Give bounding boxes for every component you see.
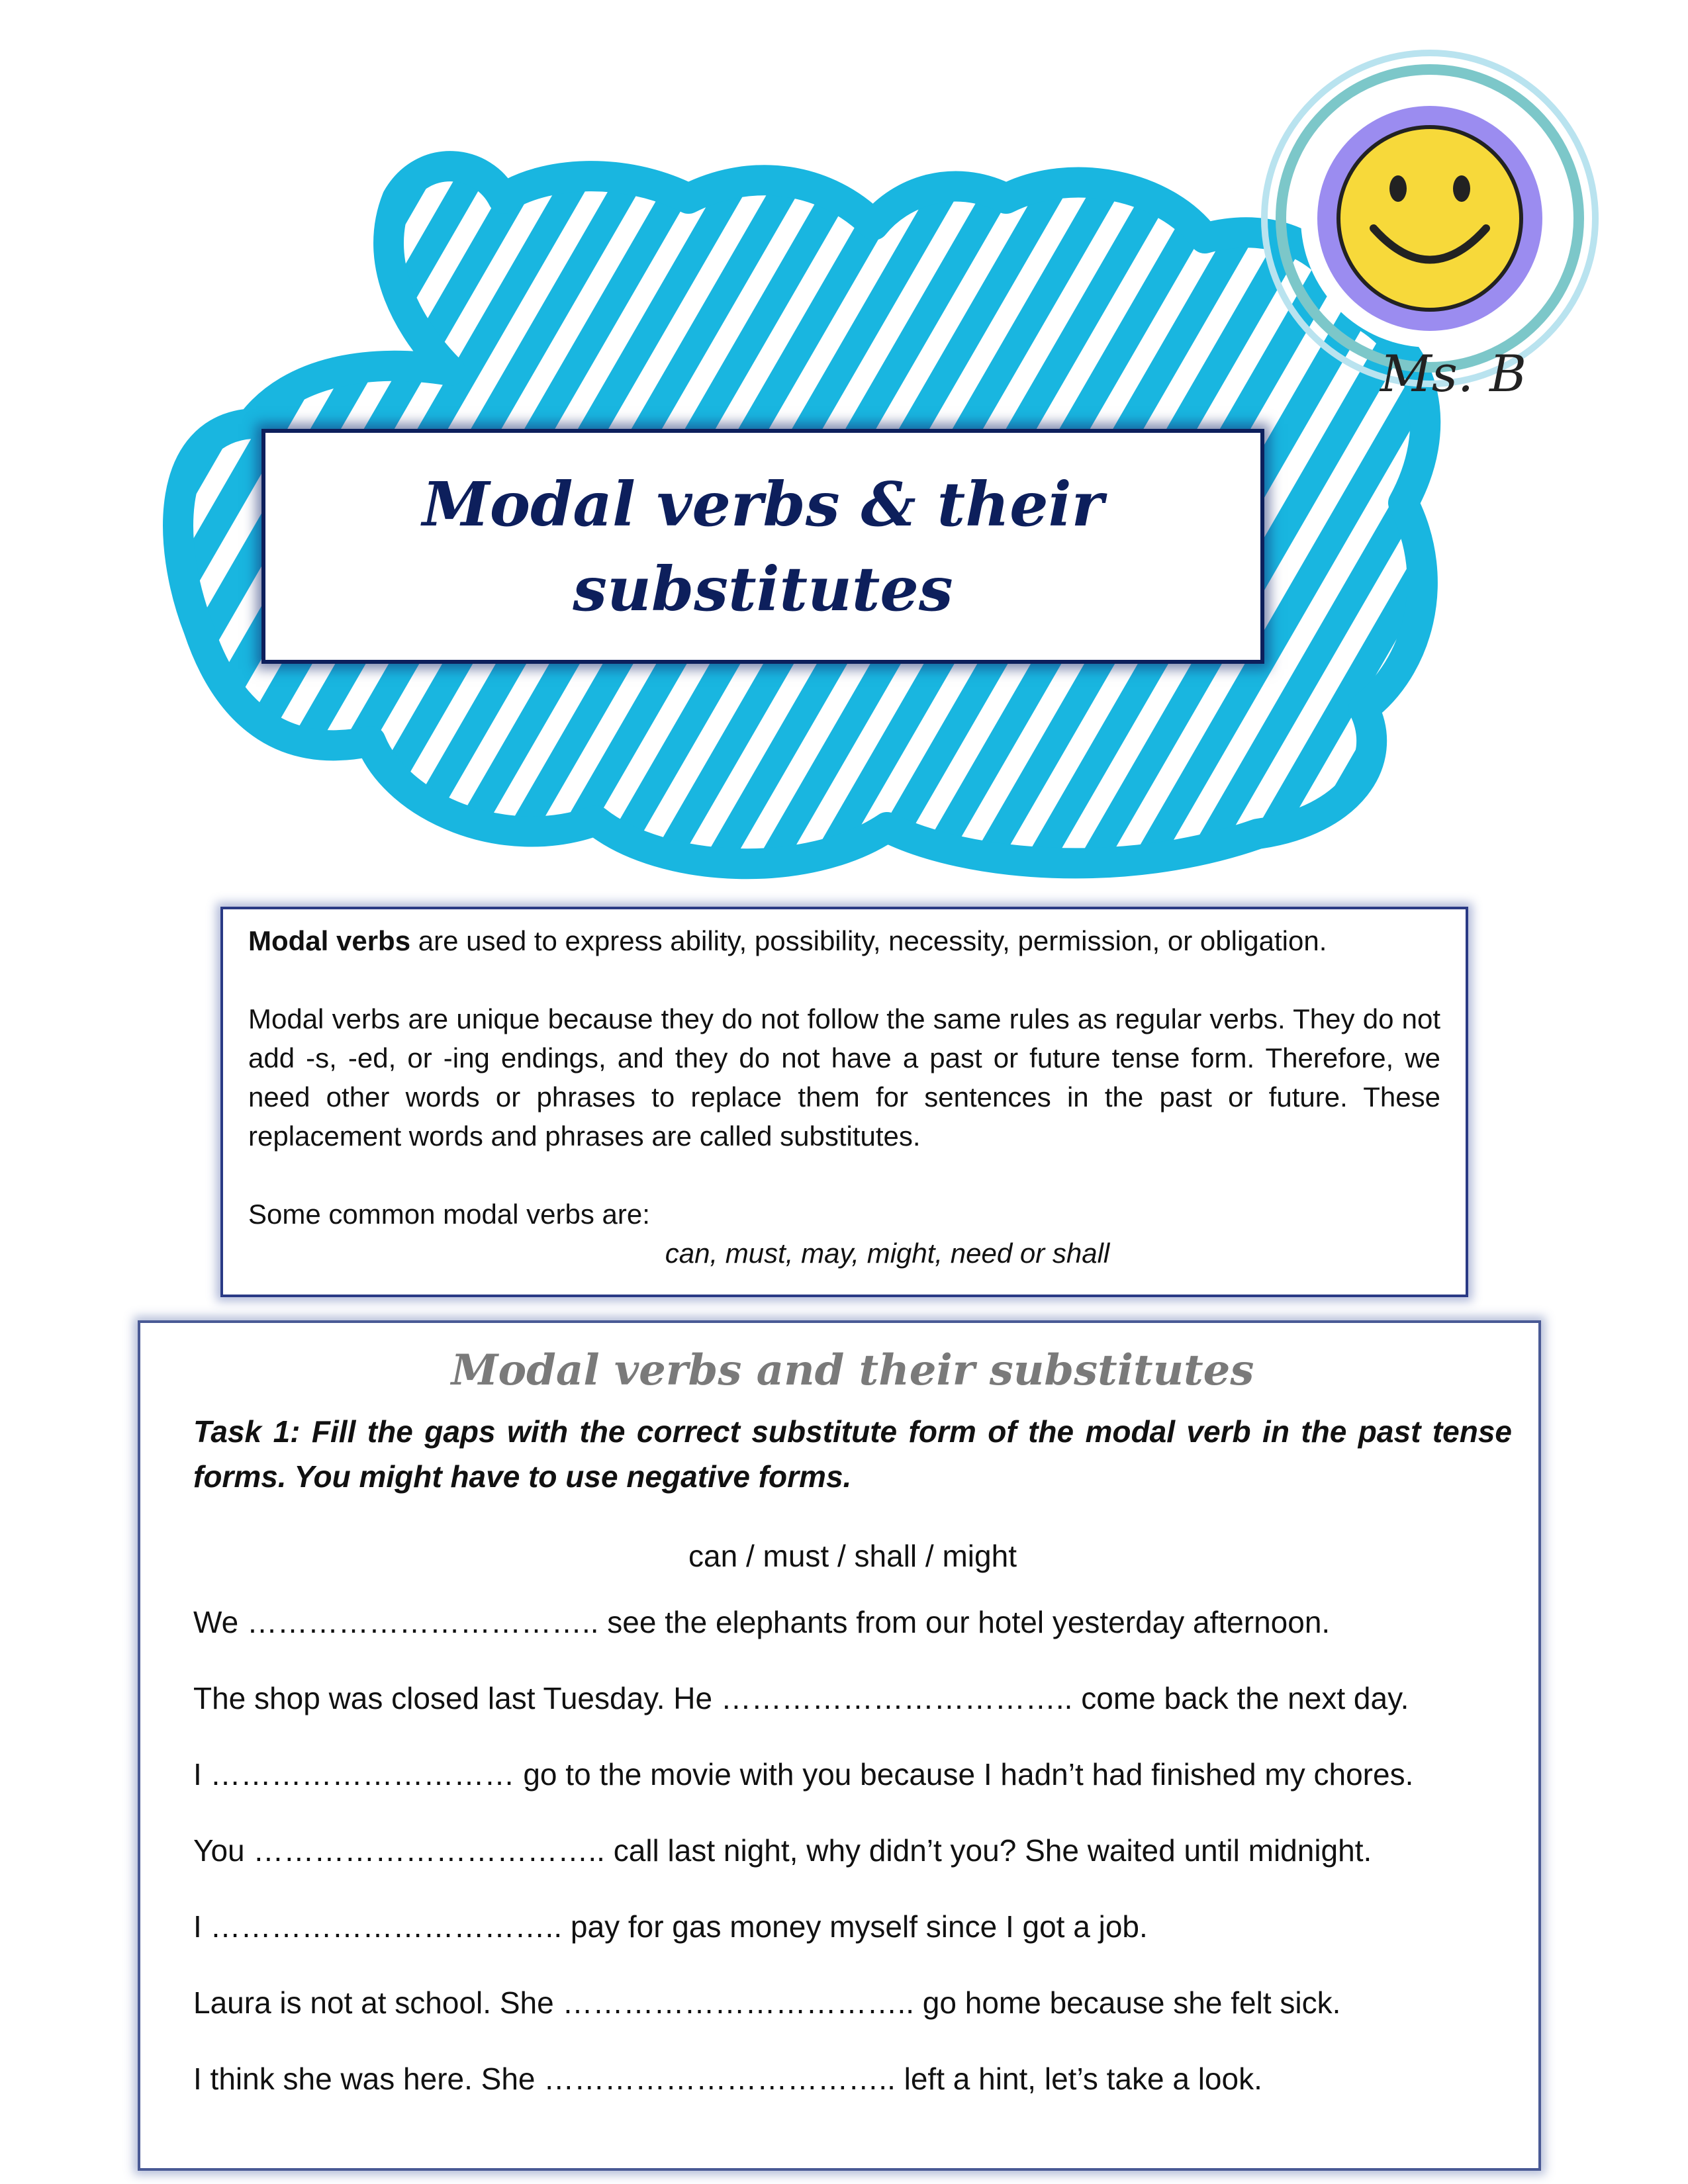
intro-paragraph-3: Some common modal verbs are: bbox=[248, 1199, 650, 1230]
task-heading: Modal verbs and their substitutes bbox=[451, 1345, 1254, 1395]
intro-definition: are used to express ability, possibility, necessity, permission, or obligation. bbox=[410, 925, 1327, 956]
intro-term: Modal verbs bbox=[248, 925, 411, 956]
title-box bbox=[261, 429, 1264, 664]
sentence-1: We …………………………….. see the elephants from our hotel yesterday afternoon. bbox=[193, 1605, 1331, 1639]
sentence-5: I …………………………….. pay for gas money myself since I got a job. bbox=[193, 1909, 1148, 1944]
sentence-7: I think she was here. She …………………………….. left a hint, let’s take a look. bbox=[193, 2062, 1262, 2096]
sentence-list bbox=[193, 1602, 1512, 2135]
task-instruction: Task 1: Fill the gaps with the correct substitute form of the modal verb in the past tense forms. You might have to use negative forms. bbox=[193, 1414, 1512, 1494]
intro-paragraph-2: Modal verbs are unique because they do not follow the same rules as regular verbs. They do not add -s, -ed, or -ing endings, and they do not have a past or future tense form. Therefore, we need other words or phrases to replace them for sentences in the past or future. These replacement words and phrases are called substitutes. bbox=[248, 1003, 1440, 1152]
sentence-4: You …………………………….. call last night, why didn’t you? She waited until midnight. bbox=[193, 1833, 1372, 1868]
sentence-2: The shop was closed last Tuesday. He …………………………….. come back the next day. bbox=[193, 1681, 1409, 1715]
word-bank: can / must / shall / might bbox=[688, 1539, 1017, 1573]
task-box bbox=[138, 1320, 1541, 2171]
modal-examples: can, must, may, might, need or shall bbox=[665, 1238, 1110, 1269]
intro-box bbox=[220, 907, 1468, 1297]
sentence-3: I ………………………… go to the movie with you because I hadn’t had finished my chores. bbox=[193, 1757, 1414, 1792]
page-title: Modal verbs & their substitutes bbox=[422, 468, 1104, 625]
sentence-6: Laura is not at school. She …………………………….. go home because she felt sick. bbox=[193, 1985, 1341, 2020]
logo-signature: Ms. B bbox=[1380, 344, 1526, 403]
intro-paragraph-1 bbox=[248, 921, 1440, 960]
